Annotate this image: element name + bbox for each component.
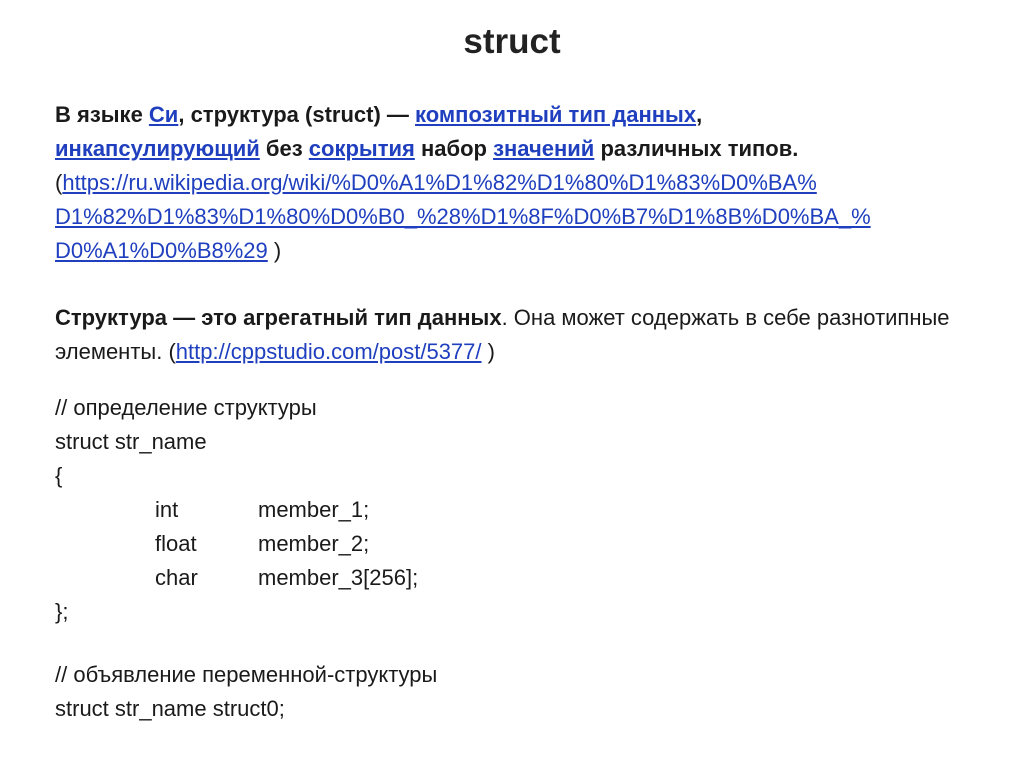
member-name: member_3[256]; (258, 565, 419, 590)
aggregate-text: . Она может содержать в себе разнотипные элементы. ( (55, 305, 950, 364)
wikipedia-url-line-1[interactable]: https://ru.wikipedia.org/wiki/%D0%A1%D1%82%D1%80%D1%83%D0%BA% (62, 170, 817, 195)
code-member-line (55, 493, 955, 527)
member-type: int (155, 497, 179, 522)
code-variable-decl: struct str_name struct0; (55, 696, 285, 721)
code-comment: // определение структуры (55, 395, 317, 420)
text-segment: различных типов. (594, 136, 799, 161)
code-struct-decl: struct str_name (55, 429, 207, 454)
member-type: float (155, 531, 197, 556)
aggregate-bold-text: Структура — это агрегатный тип данных (55, 305, 502, 330)
wikipedia-url-line-3[interactable]: D0%A1%D0%B8%29 (55, 238, 268, 263)
text-segment: набор (414, 136, 494, 161)
slide-title: struct (463, 22, 561, 61)
link-values[interactable]: значений (493, 136, 595, 161)
code-member-line (55, 527, 955, 561)
code-block-definition (55, 391, 955, 629)
code-comment: // объявление переменной-структуры (55, 662, 438, 687)
wikipedia-url-line-2[interactable]: D1%82%D1%83%D1%80%D0%B0_%28%D1%8F%D0%B7%D1%8B%D0%BA_% (55, 204, 871, 229)
link-encapsulating[interactable]: инкапсулирующий (55, 136, 260, 161)
text-segment: В языке (55, 102, 149, 127)
close-paren: ) (481, 339, 495, 364)
text-segment: , структура (struct) — (178, 102, 416, 127)
code-block-declaration (55, 658, 955, 726)
paragraph-definition (55, 98, 995, 268)
member-type: char (155, 565, 198, 590)
text-segment: без (259, 136, 309, 161)
code-open-brace: { (55, 463, 63, 488)
member-name: member_1; (258, 497, 370, 522)
link-composite-type[interactable]: композитный тип данных (415, 102, 697, 127)
member-name: member_2; (258, 531, 370, 556)
code-close-brace: }; (55, 599, 69, 624)
link-c-language[interactable]: Си (148, 102, 179, 127)
code-member-line (55, 561, 955, 595)
open-paren: ( (55, 170, 63, 195)
close-paren: ) (267, 238, 282, 263)
paragraph-aggregate (55, 301, 995, 369)
link-cppstudio[interactable]: http://cppstudio.com/post/5377/ (175, 339, 482, 364)
link-hiding[interactable]: сокрытия (308, 136, 415, 161)
text-segment: , (696, 102, 703, 127)
